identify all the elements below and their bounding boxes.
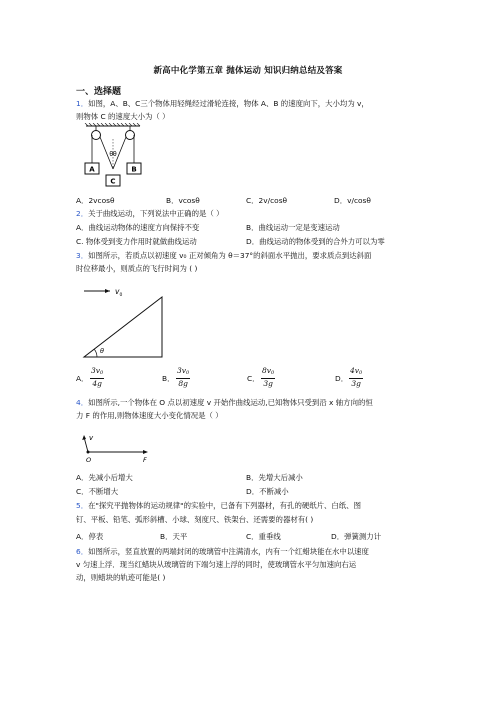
q6-number: 6．: [76, 547, 89, 556]
q3-incline-figure: [78, 283, 168, 361]
q4-v-label: v: [89, 434, 94, 442]
q5-line2: 钉、平板、铅笔、弧形斜槽、小球、刻度尺、铁架台、还需要的器材有( ): [76, 515, 314, 524]
q1-line1: [76, 98, 369, 109]
q5-line1: [76, 500, 361, 511]
q2-option-b[interactable]: B．曲线运动一定是变速运动: [246, 223, 340, 232]
q3-line1: [76, 250, 371, 261]
q1-option-d[interactable]: D．v/cosθ: [334, 196, 371, 205]
q5-option-d[interactable]: D．弹簧测力计: [331, 532, 382, 541]
q3-option-c-fraction[interactable]: $\frac{8v_0}{3g}$: [262, 366, 275, 388]
q2-text: 关于曲线运动，下列说法中正确的是（ ）: [88, 209, 224, 218]
q3-option-d-fraction[interactable]: $\frac{4v_0}{3g}$: [350, 366, 363, 388]
q4-option-c[interactable]: C．不断增大: [76, 487, 119, 496]
q3-line2: 时位移最小，则质点的飞行时间为 ( ): [76, 264, 198, 273]
q3-theta-label: θ: [100, 347, 104, 355]
q3-text: 如图所示，若质点以初速度 v₀ 正对倾角为 θ＝37°的斜面水平抛出，要求质点到达斜面: [88, 251, 372, 260]
q5-number: 5．: [76, 501, 89, 510]
q2-line1: [76, 208, 223, 219]
q2-number: 2．: [76, 209, 89, 218]
q4-number: 4．: [76, 398, 89, 407]
q1-option-b[interactable]: B．vcosθ: [166, 196, 200, 205]
q3-v0-sub: 0: [119, 293, 123, 298]
q3-option-b-fraction[interactable]: $\frac{3v_0}{8g}$: [177, 366, 190, 388]
q1-line2: 则物体 C 的速度大小为（ ）: [76, 112, 170, 121]
q2-option-a[interactable]: A．曲线运动物体的速度方向保持不变: [76, 223, 200, 232]
q2-option-c[interactable]: C. 物体受到变力作用时就做曲线运动: [76, 237, 197, 246]
q1-text: 如图，A、B、C三个物体用轻绳经过滑轮连接，物体 A、B 的速度向下，大小均为 v，: [88, 99, 369, 108]
q1-label-b: B: [131, 165, 137, 174]
q6-text: 如图所示，竖直放置的两端封闭的玻璃管中注满清水，内有一个红蜡块能在水中以速度: [88, 547, 369, 556]
q6-line1: [76, 546, 369, 557]
q3-number: 3．: [76, 251, 89, 260]
q3-option-b-label[interactable]: B．: [162, 374, 175, 383]
q4-line2: 力 F 的作用,则物体速度大小变化情况是（ ）: [76, 411, 223, 420]
q3-option-a-label[interactable]: A．: [76, 374, 89, 383]
q1-pulley-figure: [82, 123, 154, 189]
q1-theta-label: θθ: [109, 151, 117, 158]
q3-option-a-fraction[interactable]: $\frac{3v_0}{4g}$: [91, 366, 104, 388]
q1-option-a[interactable]: A．2vcosθ: [76, 196, 115, 205]
q5-option-c[interactable]: C．重垂线: [246, 532, 281, 541]
q4-option-d[interactable]: D．不断减小: [246, 487, 289, 496]
q3-option-d-label[interactable]: D．: [335, 374, 349, 383]
q4-option-b[interactable]: B．先增大后减小: [246, 473, 303, 482]
q4-text: 如图所示,一个物体在 O 点以初速度 v 开始作曲线运动,已知物体只受到沿 x 轴方向的恒: [88, 398, 373, 407]
page-title: 新高中化学第五章 抛体运动 知识归纳总结及答案: [153, 66, 343, 76]
q1-number: 1．: [76, 99, 89, 108]
q5-option-b[interactable]: B．天平: [160, 532, 188, 541]
q3-option-c-label[interactable]: C．: [247, 374, 260, 383]
q6-line3: 动，则蜡块的轨迹可能是( ): [76, 573, 166, 582]
q1-label-a: A: [89, 165, 95, 174]
q4-force-figure: [80, 428, 160, 464]
q4-o-label: O: [86, 456, 92, 464]
q6-line2: v 匀速上浮．现当红蜡块从玻璃管的下端匀速上浮的同时，使玻璃管水平匀加速向右运: [76, 560, 357, 569]
q3-v0-label: v: [115, 287, 120, 296]
q5-option-a[interactable]: A．停表: [76, 532, 104, 541]
q4-line1: [76, 397, 373, 408]
q2-option-d[interactable]: D．曲线运动的物体受到的合外力可以为零: [246, 237, 385, 246]
q1-option-c[interactable]: C．2v/cosθ: [246, 196, 288, 205]
section-heading: 一、选择题: [76, 87, 122, 97]
q1-label-c: C: [110, 177, 116, 186]
q5-text: 在"探究平抛物体的运动规律"的实验中，已备有下列器材，有孔的硬纸片、白纸、图: [88, 501, 361, 510]
q4-f-label: F: [143, 456, 147, 464]
q4-option-a[interactable]: A．先减小后增大: [76, 473, 133, 482]
